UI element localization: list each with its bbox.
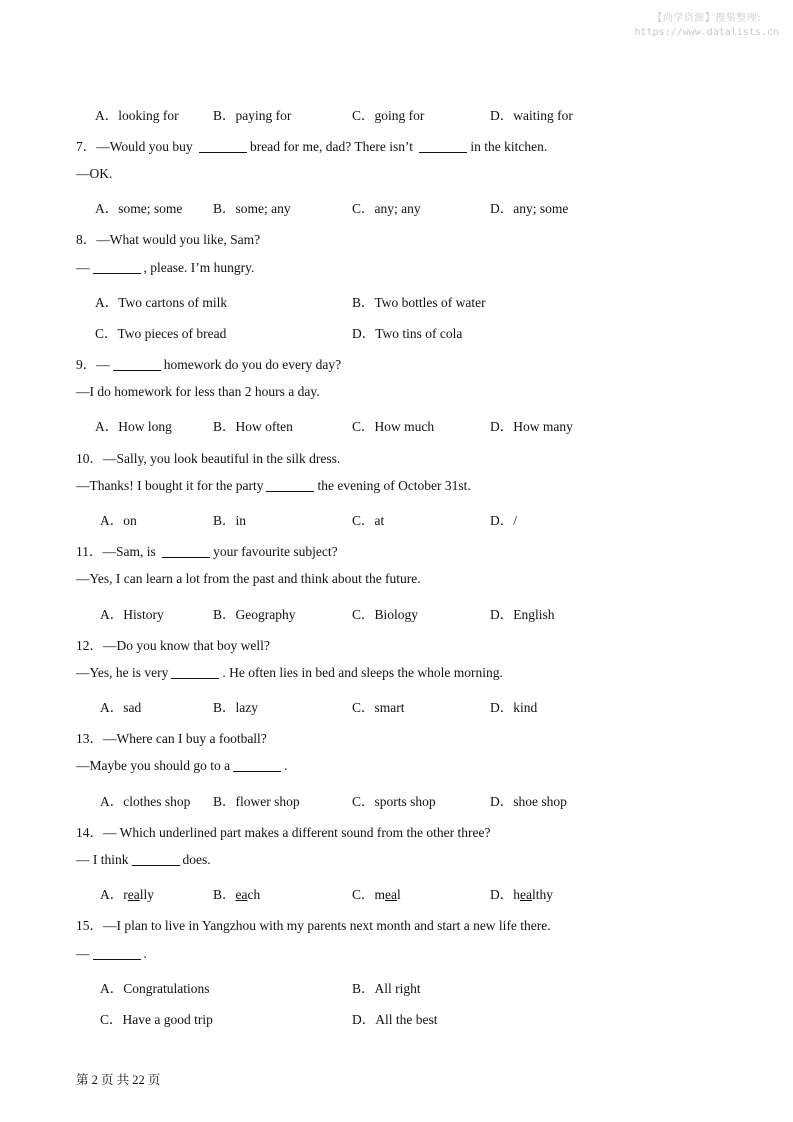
q10-reply: —Thanks! I bought it for the party the evening of October 31st. [76, 478, 471, 493]
q10-option-d[interactable]: D．/ [490, 513, 517, 528]
q11-option-d[interactable]: D．English [490, 607, 555, 622]
q12-option-c[interactable]: C．smart [352, 700, 405, 715]
q15-option-c[interactable]: C．Have a good trip [100, 1012, 213, 1027]
q6-option-c[interactable]: C．going for [352, 108, 425, 123]
q14-option-a[interactable]: A．really [100, 887, 154, 902]
watermark [635, 12, 780, 40]
answer-blank [93, 261, 141, 274]
question-number: 9． [76, 357, 97, 372]
q13-question: 13．—Where can I buy a football? [76, 731, 267, 746]
q10-option-b[interactable]: B．in [213, 513, 247, 528]
watermark-title: 【尚学资源】搜集整理: [652, 13, 762, 24]
q7-option-c[interactable]: C．any; any [352, 201, 421, 216]
q8-reply: — , please. I’m hungry. [76, 260, 255, 275]
question-number: 13． [76, 731, 103, 746]
q12-reply: —Yes, he is very . He often lies in bed and sleeps the whole morning. [76, 665, 503, 680]
q6-option-a[interactable]: A．looking for [95, 108, 179, 123]
q9-option-c[interactable]: C．How much [352, 419, 435, 434]
answer-blank [419, 140, 467, 153]
q8-option-c[interactable]: C．Two pieces of bread [95, 326, 227, 341]
answer-blank [93, 947, 141, 960]
q15-option-b[interactable]: B．All right [352, 981, 421, 996]
q12-option-b[interactable]: B．lazy [213, 700, 258, 715]
q9-question: 9．— homework do you do every day? [76, 357, 342, 372]
question-number: 7． [76, 139, 97, 154]
q11-reply: —Yes, I can learn a lot from the past and think about the future. [76, 571, 421, 586]
q10-option-c[interactable]: C．at [352, 513, 385, 528]
question-number: 8． [76, 232, 97, 247]
answer-blank [132, 853, 180, 866]
question-number: 10． [76, 451, 103, 466]
q10-option-a[interactable]: A．on [100, 513, 137, 528]
answer-blank [162, 545, 210, 558]
q12-option-a[interactable]: A．sad [100, 700, 142, 715]
answer-blank [199, 140, 247, 153]
answer-blank [233, 759, 281, 772]
q15-option-d[interactable]: D．All the best [352, 1012, 438, 1027]
q12-question: 12．—Do you know that boy well? [76, 638, 270, 653]
question-number: 11． [76, 544, 103, 559]
watermark-url: https://www.datalists.cn [634, 27, 779, 38]
underlined-letters: ea [127, 887, 140, 902]
q14-option-d[interactable]: D．healthy [490, 887, 553, 902]
answer-blank [113, 358, 161, 371]
q11-option-c[interactable]: C．Biology [352, 607, 419, 622]
q8-option-b[interactable]: B．Two bottles of water [352, 295, 486, 310]
q7-option-b[interactable]: B．some; any [213, 201, 291, 216]
q13-option-b[interactable]: B．flower shop [213, 794, 300, 809]
question-number: 15． [76, 918, 103, 933]
q13-option-c[interactable]: C．sports shop [352, 794, 436, 809]
q9-reply: —I do homework for less than 2 hours a day. [76, 384, 320, 399]
q6-option-d[interactable]: D．waiting for [490, 108, 573, 123]
q15-reply: — . [76, 946, 147, 961]
answer-blank [171, 666, 219, 679]
q15-question: 15．—I plan to live in Yangzhou with my parents next month and start a new life there. [76, 918, 551, 933]
q14-option-c[interactable]: C．meal [352, 887, 401, 902]
underlined-letters: ea [235, 887, 248, 902]
question-number: 12． [76, 638, 103, 653]
q7-reply: —OK. [76, 166, 113, 181]
q8-question: 8．—What would you like, Sam? [76, 232, 261, 247]
q11-question: 11．—Sam, is your favourite subject? [76, 544, 338, 559]
page-number: 第 2 页 共 22 页 [76, 1073, 161, 1087]
q10-question: 10．—Sally, you look beautiful in the silk dress. [76, 451, 341, 466]
q13-reply: —Maybe you should go to a . [76, 758, 288, 773]
answer-blank [266, 479, 314, 492]
q12-option-d[interactable]: D．kind [490, 700, 538, 715]
q15-option-a[interactable]: A．Congratulations [100, 981, 210, 996]
q14-question: 14．— Which underlined part makes a different sound from the other three? [76, 825, 491, 840]
q11-option-b[interactable]: B．Geography [213, 607, 296, 622]
underlined-letters: ea [385, 887, 398, 902]
q14-option-b[interactable]: B．each [213, 887, 261, 902]
q13-option-d[interactable]: D．shoe shop [490, 794, 567, 809]
q13-option-a[interactable]: A．clothes shop [100, 794, 191, 809]
q9-option-d[interactable]: D．How many [490, 419, 573, 434]
q6-option-b[interactable]: B．paying for [213, 108, 292, 123]
q14-reply: — I think does. [76, 852, 211, 867]
q8-option-a[interactable]: A．Two cartons of milk [95, 295, 228, 310]
q7-question: 7．—Would you buy bread for me, dad? There isn’t in the kitchen. [76, 139, 548, 154]
question-number: 14． [76, 825, 103, 840]
q7-option-d[interactable]: D．any; some [490, 201, 569, 216]
q9-option-a[interactable]: A．How long [95, 419, 172, 434]
q7-option-a[interactable]: A．some; some [95, 201, 183, 216]
underlined-letters: ea [520, 887, 532, 902]
q9-option-b[interactable]: B．How often [213, 419, 293, 434]
q8-option-d[interactable]: D．Two tins of cola [352, 326, 463, 341]
q11-option-a[interactable]: A．History [100, 607, 164, 622]
